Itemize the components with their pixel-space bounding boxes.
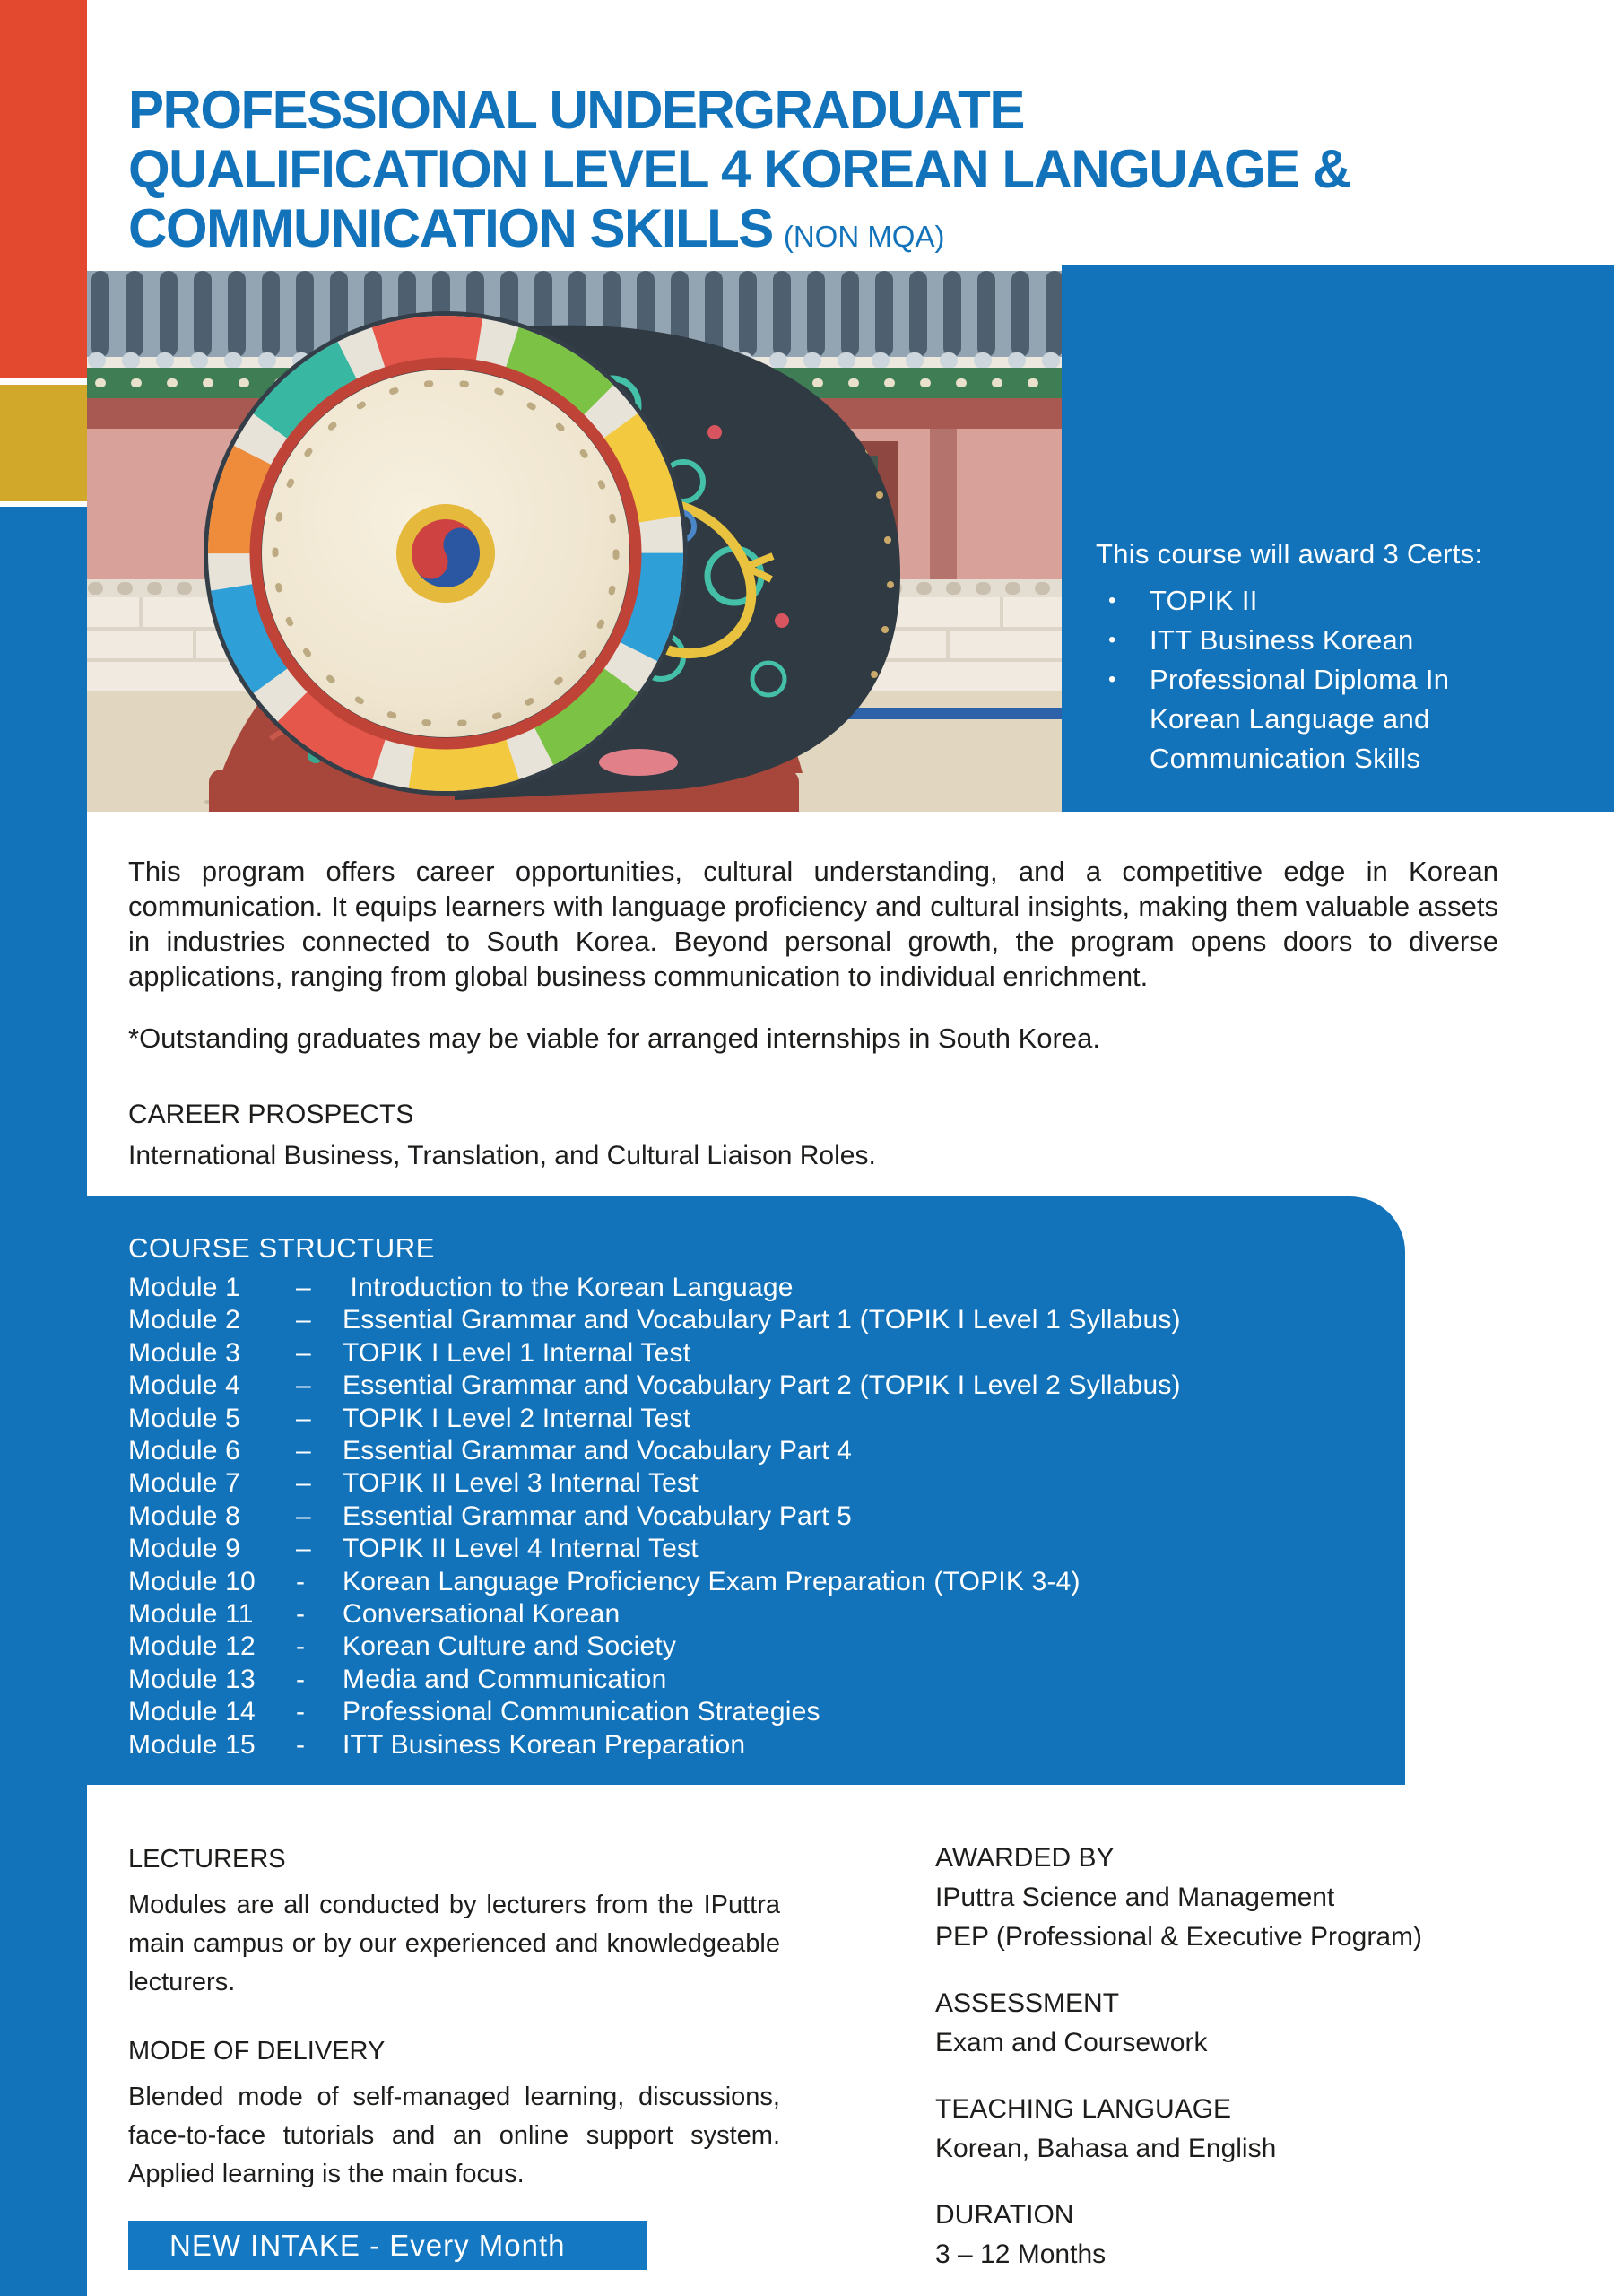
module-row — [128, 1403, 1405, 1435]
course-structure-box — [0, 1196, 1405, 1785]
module-title: ITT Business Korean Preparation — [343, 1729, 746, 1760]
bullet-icon: • — [1108, 588, 1116, 613]
module-number: Module 7 — [128, 1468, 241, 1499]
details-left-column — [128, 1840, 780, 2270]
title-line-2: QUALIFICATION LEVEL 4 KOREAN LANGUAGE & — [128, 139, 1350, 199]
module-dash: – — [296, 1370, 311, 1401]
module-dash: - — [296, 1631, 306, 1662]
module-number: Module 9 — [128, 1534, 241, 1564]
module-number: Module 15 — [128, 1729, 256, 1760]
module-number: Module 14 — [128, 1697, 256, 1727]
module-title: Media and Communication — [343, 1664, 667, 1694]
career-text: International Business, Translation, and Cultural Liaison Roles. — [128, 1141, 876, 1170]
title-line-3-text: COMMUNICATION SKILLS — [128, 198, 773, 258]
title-suffix: (NON MQA) — [783, 220, 945, 253]
module-number: Module 8 — [128, 1500, 241, 1531]
module-title: Korean Language Proficiency Exam Preparation (TOPIK 3-4) — [343, 1566, 1081, 1596]
award-item — [1096, 621, 1582, 660]
awarded-by-line1: IPuttra Science and Management — [935, 1883, 1335, 1912]
bullet-icon: • — [1108, 628, 1116, 652]
course-structure-heading: COURSE STRUCTURE — [128, 1232, 436, 1264]
module-row — [128, 1370, 1405, 1402]
assessment-heading: ASSESSMENT — [935, 1988, 1120, 2018]
module-title: Conversational Korean — [343, 1599, 621, 1630]
module-title: Essential Grammar and Vocabulary Part 5 — [343, 1500, 853, 1531]
awarded-by-line2: PEP (Professional & Executive Program) — [935, 1922, 1423, 1952]
module-title: TOPIK II Level 3 Internal Test — [343, 1468, 699, 1499]
award-item — [1096, 581, 1582, 621]
module-dash: – — [296, 1534, 311, 1564]
module-row — [128, 1533, 1405, 1565]
module-row — [128, 1435, 1405, 1467]
assessment-text: Exam and Coursework — [935, 2028, 1208, 2057]
bullet-icon: • — [1108, 667, 1116, 691]
lecturers-text: Modules are all conducted by lecturers from the IPuttra main campus or by our experienced and knowledgeable lecturers. — [128, 1891, 780, 1996]
module-row — [128, 1467, 1405, 1500]
left-bar-red — [0, 0, 87, 378]
module-row — [128, 1729, 1405, 1761]
module-dash: - — [296, 1664, 306, 1694]
career-heading: CAREER PROSPECTS — [128, 1100, 414, 1129]
title-line-1: PROFESSIONAL UNDERGRADUATE — [128, 80, 1024, 140]
module-row — [128, 1566, 1405, 1598]
module-title: Essential Grammar and Vocabulary Part 1 (TOPIK I Level 1 Syllabus) — [343, 1305, 1181, 1335]
module-number: Module 6 — [128, 1436, 241, 1466]
module-number: Module 10 — [128, 1566, 256, 1596]
career-prospects-section — [128, 1094, 876, 1177]
module-dash: - — [296, 1599, 306, 1630]
module-dash: – — [296, 1305, 311, 1335]
award-item — [1096, 660, 1582, 778]
mode-of-delivery-text: Blended mode of self-managed learning, discussions, face-to-face tutorials and an online support system. Applied learning is the main focus. — [128, 2083, 780, 2188]
module-dash: – — [296, 1468, 311, 1499]
module-title: TOPIK I Level 2 Internal Test — [343, 1403, 691, 1433]
module-title: TOPIK I Level 1 Internal Test — [343, 1337, 691, 1368]
module-dash: – — [296, 1500, 311, 1531]
module-dash: – — [296, 1403, 311, 1433]
module-dash: – — [296, 1337, 311, 1368]
module-title: Introduction to the Korean Language — [343, 1273, 794, 1302]
module-row — [128, 1598, 1405, 1631]
title-line-3 — [128, 199, 1350, 266]
module-title: Essential Grammar and Vocabulary Part 4 — [343, 1436, 853, 1466]
module-row — [128, 1272, 1405, 1304]
module-title: Korean Culture and Society — [343, 1631, 677, 1662]
left-bar-yellow — [0, 385, 87, 501]
module-title: TOPIK II Level 4 Internal Test — [343, 1534, 699, 1564]
module-dash: - — [296, 1697, 306, 1727]
module-number: Module 11 — [128, 1599, 254, 1630]
module-dash: - — [296, 1566, 306, 1596]
award-item-text: TOPIK II — [1150, 585, 1258, 616]
award-box — [1062, 265, 1614, 812]
teaching-language-heading: TEACHING LANGUAGE — [935, 2094, 1232, 2124]
page-title — [128, 81, 1350, 266]
module-dash: – — [296, 1436, 311, 1466]
module-number: Module 12 — [128, 1631, 256, 1662]
module-number: Module 4 — [128, 1370, 241, 1401]
award-list — [1096, 581, 1582, 778]
module-row — [128, 1664, 1405, 1696]
intro-paragraph: This program offers career opportunities, cultural understanding, and a competitive edge in Korean communication. It equips learners with language proficiency and cultural insights, making them valuable assets in industries connected to South Korea. Beyond personal growth, the program opens doors to diverse applications, ranging from global business communication to individual enrichment. — [128, 856, 1498, 992]
module-number: Module 13 — [128, 1664, 256, 1694]
module-number: Module 3 — [128, 1337, 241, 1368]
module-row — [128, 1304, 1405, 1336]
intro-section — [128, 854, 1498, 1056]
module-dash: - — [296, 1729, 306, 1760]
award-heading: This course will award 3 Certs: — [1096, 538, 1483, 570]
lecturers-heading: LECTURERS — [128, 1845, 286, 1874]
module-number: Module 5 — [128, 1403, 241, 1433]
teaching-language-text: Korean, Bahasa and English — [935, 2134, 1277, 2163]
module-row — [128, 1696, 1405, 1728]
mode-of-delivery-heading: MODE OF DELIVERY — [128, 2037, 386, 2066]
duration-heading: DURATION — [935, 2200, 1074, 2230]
new-intake-banner: NEW INTAKE - Every Month — [128, 2221, 647, 2270]
module-row — [128, 1631, 1405, 1663]
module-title: Professional Communication Strategies — [343, 1697, 820, 1727]
award-item-text: ITT Business Korean — [1150, 624, 1414, 656]
module-row — [128, 1337, 1405, 1370]
intro-note: *Outstanding graduates may be viable for arranged internships in South Korea. — [128, 1022, 1100, 1054]
module-row — [128, 1500, 1405, 1533]
awarded-by-heading: AWARDED BY — [935, 1843, 1115, 1873]
module-dash: – — [296, 1273, 311, 1302]
module-number: Module 2 — [128, 1305, 241, 1335]
award-item-text: Professional Diploma In Korean Language and Communication Skills — [1150, 664, 1450, 774]
korean-drum-illustration — [87, 271, 1062, 812]
hero-photo — [87, 271, 1062, 812]
module-title: Essential Grammar and Vocabulary Part 2 (TOPIK I Level 2 Syllabus) — [343, 1370, 1181, 1401]
details-right-column — [935, 1839, 1509, 2274]
duration-text: 3 – 12 Months — [935, 2239, 1107, 2269]
module-number: Module 1 — [128, 1273, 241, 1302]
